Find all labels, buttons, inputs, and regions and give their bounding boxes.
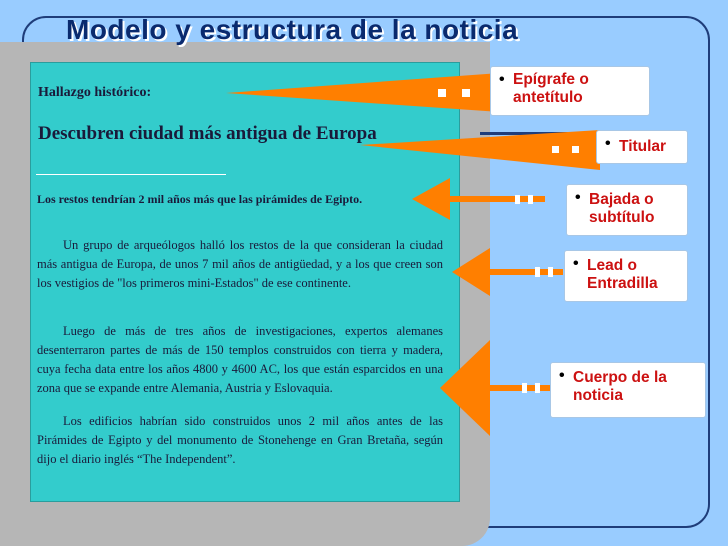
label-cuerpo-text: Cuerpo de la noticia	[573, 369, 667, 404]
bullet-icon: •	[573, 255, 579, 272]
bullet-icon: •	[559, 367, 565, 384]
bullet-icon: •	[499, 71, 505, 88]
label-cuerpo	[550, 362, 706, 418]
arrow-titular-dash-2	[572, 146, 579, 153]
label-epigrafe	[490, 66, 650, 116]
slide-title: Modelo y estructura de la noticia	[66, 14, 519, 45]
arrow-epigrafe-dash-1	[438, 89, 446, 97]
arrow-bajada-dash-2	[528, 195, 533, 204]
arrow-cuerpo-dash-2	[535, 383, 540, 393]
arrow-epigrafe-dash-2	[462, 89, 470, 97]
arrow-epigrafe	[226, 73, 500, 112]
arrow-titular-dash-1	[552, 146, 559, 153]
label-lead	[564, 250, 688, 302]
bullet-icon: •	[605, 135, 611, 152]
arrow-lead-dash-2	[548, 267, 553, 277]
label-lead-text: Lead o Entradilla	[587, 257, 658, 292]
arrow-bajada-head	[412, 178, 450, 220]
label-bajada-text: Bajada o subtítulo	[589, 191, 655, 226]
label-bajada	[566, 184, 688, 236]
arrow-lead-dash-1	[535, 267, 540, 277]
label-titular	[596, 130, 688, 164]
article-headline: Descubren ciudad más antigua de Europa	[38, 123, 377, 144]
bullet-icon: •	[575, 189, 581, 206]
arrow-lead-head	[452, 248, 490, 296]
label-epigrafe-text: Epígrafe o antetítulo	[513, 71, 589, 106]
arrow-bajada-dash-1	[515, 195, 520, 204]
article-body-paragraph-1: Luego de más de tres años de investigaciones, expertos alemanes desenterraron partes de más de 150 templos construidos con tierra y madera, cuya fecha data entre los años 4800 y 4600 AC, los que están esparcidos en una zona que se expande entre Alemania, Austria y Eslovaquia.	[37, 324, 443, 395]
article-lead: Un grupo de arqueólogos halló los restos de la que consideran la ciudad más antigua de Europa, de unos 7 mil años de antigüedad, y a los que creen son los vestigios de "los primeros mini-Estados" de ese continente.	[37, 238, 443, 290]
article-body-paragraph-2: Los edificios habrían sido construidos unos 2 mil años antes de las Pirámides de Egipto y del monumento de Stonehenge en Gran Bretaña, según dijo el diario inglés “The Independent”.	[37, 414, 443, 466]
arrow-cuerpo-head	[440, 340, 490, 436]
article-epigraph: Hallazgo histórico:	[38, 85, 152, 100]
label-titular-text: Titular	[619, 138, 667, 155]
arrow-cuerpo-dash-1	[522, 383, 527, 393]
article-subtitle: Los restos tendrían 2 mil años más que las pirámides de Egipto.	[37, 192, 363, 206]
arrow-titular	[360, 130, 600, 170]
